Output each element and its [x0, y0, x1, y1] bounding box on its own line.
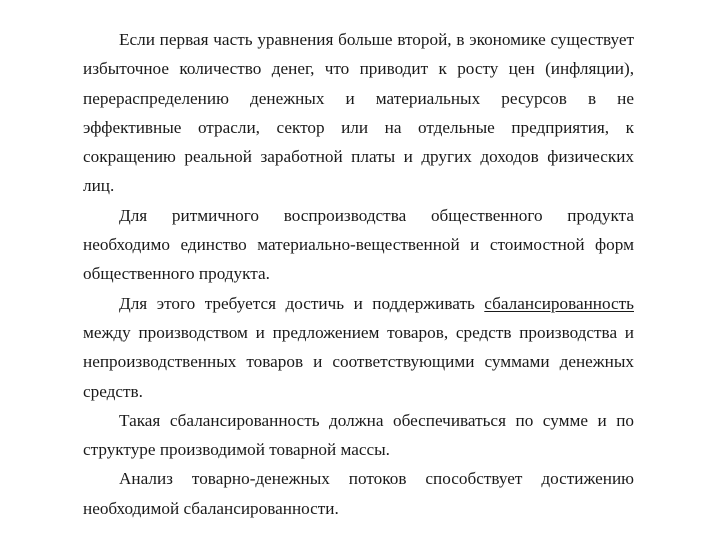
paragraph-balance-end: между производством и предложением товаров, средств производства и непроизводственных товаров и соответствующими суммами денежных средств. [83, 322, 634, 401]
paragraph-structure: Такая сбалансированность должна обеспечиваться по сумме и по структуре производимой товарной массы. [83, 410, 634, 460]
paragraph-analysis: Анализ товарно-денежных потоков способствует достижению необходимой сбалансированности. [83, 469, 634, 518]
paragraph-balance [83, 289, 634, 406]
document-body [83, 25, 634, 523]
paragraph-reproduction: Для ритмичного воспроизводства общественного продукта необходимо единство материально-вещественной и стоимостной форм общественного продукта. [83, 205, 634, 284]
paragraph-balance-start: Для этого требуется достичь и поддерживать [119, 293, 485, 313]
paragraph-inflation: Если первая часть уравнения больше второй, в экономике существует избыточное количество денег, что приводит к росту цен (инфляции), перераспределению денежных и материальных ресурсов в не эффективные отрасли, сектор или на отдельные предприятия, к сокращению реальной заработной платы и других доходов физических лиц. [83, 30, 634, 196]
underlined-term-balance: сбалансированность [484, 293, 634, 313]
